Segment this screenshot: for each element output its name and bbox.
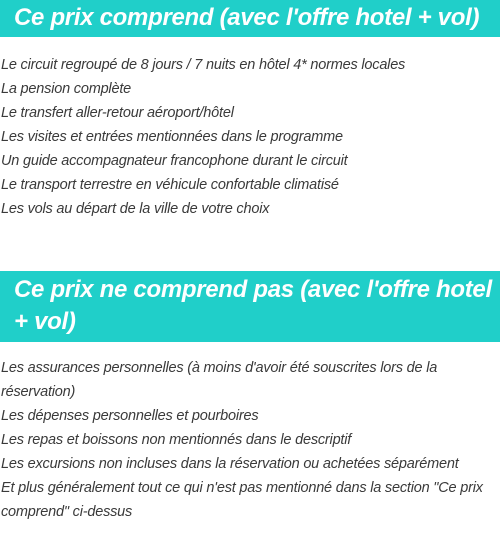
excluded-item: Les assurances personnelles (à moins d'avoir été souscrites lors de la réservation) [1,360,438,400]
included-item: La pension complète [1,81,132,97]
included-item: Les visites et entrées mentionnées dans le programme [1,129,343,145]
excluded-item: Et plus généralement tout ce qui n'est pas mentionné dans la section "Ce prix comprend" ci-dessus [1,480,483,520]
included-item: Le transport terrestre en véhicule confortable climatisé [1,177,339,193]
included-item: Le circuit regroupé de 8 jours / 7 nuits en hôtel 4* normes locales [1,57,406,73]
excluded-items-list [0,356,500,524]
excluded-item: Les dépenses personnelles et pourboires [1,408,259,424]
included-items-list [0,53,500,221]
excluded-section-title: Ce prix ne comprend pas (avec l'offre hotel + vol) [0,271,500,342]
excluded-item: Les repas et boissons non mentionnés dans le descriptif [1,432,352,448]
included-section-title: Ce prix comprend (avec l'offre hotel + vol) [0,0,500,37]
included-item: Le transfert aller-retour aéroport/hôtel [1,105,234,121]
excluded-item: Les excursions non incluses dans la réservation ou achetées séparément [1,456,459,472]
included-item: Un guide accompagnateur francophone durant le circuit [1,153,348,169]
included-item: Les vols au départ de la ville de votre choix [1,201,270,217]
